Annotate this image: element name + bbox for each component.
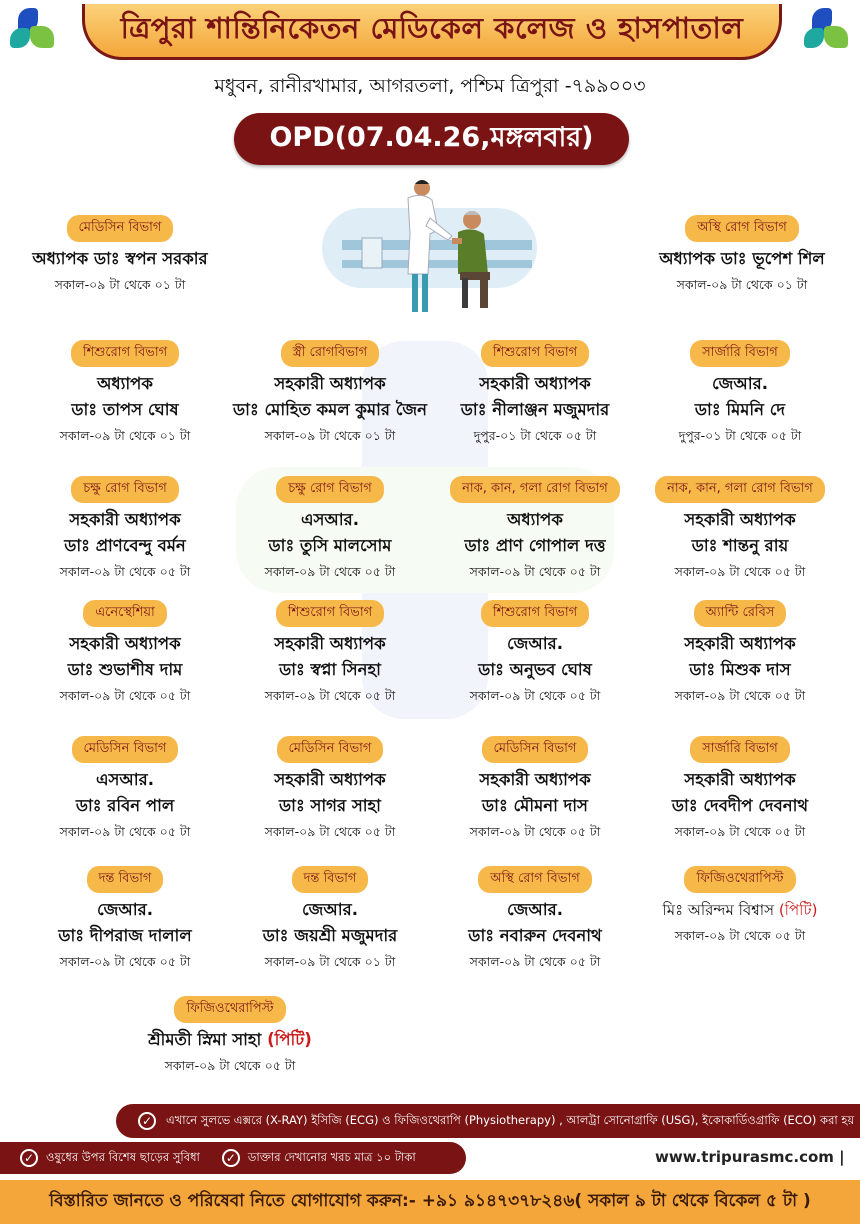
doctor-line: অধ্যাপক ডাঃ স্বপন সরকার bbox=[32, 249, 208, 268]
contact-text: বিস্তারিত জানতে ও পরিষেবা নিতে যোগাযোগ করুন:- +৯১ ৯১৪৭৩৭৮২৪৬( সকাল ৯ টা থেকে বিকেল ৫ টা ) bbox=[49, 1191, 811, 1211]
designation: এসআর. bbox=[300, 510, 360, 529]
services-bar bbox=[116, 1104, 860, 1138]
timing: সকাল-০৯ টা থেকে ০৫ টা bbox=[469, 824, 601, 839]
dept-card bbox=[225, 736, 435, 843]
doctor-name: ডাঃ শুভাশীষ দাম bbox=[67, 660, 183, 679]
designation: এসআর. bbox=[95, 770, 155, 789]
dept-label: দন্ত বিভাগ bbox=[292, 866, 369, 893]
timing: সকাল-০৯ টা থেকে ০৫ টা bbox=[469, 564, 601, 579]
dept-card bbox=[225, 600, 435, 707]
dept-label: চক্ষু রোগ বিভাগ bbox=[71, 476, 178, 503]
dept-card bbox=[635, 340, 845, 447]
dept-card bbox=[430, 736, 640, 843]
dept-label: নাক, কান, গলা রোগ বিভাগ bbox=[655, 476, 825, 503]
dept-label: শিশুরোগ বিভাগ bbox=[481, 600, 589, 627]
logo-left-icon bbox=[10, 8, 56, 54]
timing: সকাল-০৯ টা থেকে ০৫ টা bbox=[674, 928, 806, 943]
designation: সহকারী অধ্যাপক bbox=[479, 374, 591, 393]
dept-card bbox=[635, 736, 845, 843]
doctor-name: ডাঃ শান্তনু রায় bbox=[691, 536, 789, 555]
doctor-name: ডাঃ দীপরাজ দালাল bbox=[58, 926, 192, 945]
doctor-name: ডাঃ রবিন পাল bbox=[75, 796, 175, 815]
designation: সহকারী অধ্যাপক bbox=[69, 634, 181, 653]
timing: দুপুর-০১ টা থেকে ০৫ টা bbox=[678, 428, 802, 443]
timing: সকাল-০৯ টা থেকে ০৫ টা bbox=[59, 688, 191, 703]
dept-card bbox=[430, 340, 640, 447]
doctor-name: ডাঃ মোহিত কমল কুমার জৈন bbox=[233, 400, 427, 419]
designation: অধ্যাপক bbox=[97, 374, 153, 393]
timing: সকাল-০৯ টা থেকে ০৫ টা bbox=[264, 688, 396, 703]
timing: সকাল-০৯ টা থেকে ০৫ টা bbox=[264, 564, 396, 579]
doctor-name: ডাঃ মিমনি দে bbox=[694, 400, 786, 419]
timing: সকাল-০৯ টা থেকে ০১ টা bbox=[54, 277, 186, 292]
dept-card bbox=[225, 476, 435, 583]
dept-card bbox=[225, 866, 435, 973]
designation: সহকারী অধ্যাপক bbox=[274, 374, 386, 393]
pt-suffix: (পিটি) bbox=[267, 1030, 312, 1049]
designation: সহকারী অধ্যাপক bbox=[274, 770, 386, 789]
designation: সহকারী অধ্যাপক bbox=[69, 510, 181, 529]
dept-label: স্ত্রী রোগবিভাগ bbox=[281, 340, 379, 367]
doctor-name: মিঃ অরিন্দম বিশ্বাস bbox=[662, 901, 775, 919]
designation bbox=[635, 897, 845, 923]
dept-card bbox=[20, 736, 230, 843]
dept-label: ফিজিওথেরাপিস্ট bbox=[684, 866, 795, 893]
dept-card bbox=[430, 600, 640, 707]
doctor-name: ডাঃ নীলাঞ্জন মজুমদার bbox=[460, 400, 610, 419]
timing: সকাল-০৯ টা থেকে ০৫ টা bbox=[469, 688, 601, 703]
dept-label: নাক, কান, গলা রোগ বিভাগ bbox=[450, 476, 620, 503]
dept-label: এনেস্থেশিয়া bbox=[83, 600, 167, 627]
dept-card bbox=[430, 866, 640, 973]
doctor-name: ডাঃ স্বপ্না সিনহা bbox=[279, 660, 381, 679]
check-circle-icon: ✓ bbox=[138, 1112, 156, 1130]
doctor-name: ডাঃ তুসি মালসোম bbox=[268, 536, 392, 555]
pt-suffix: (পিটি) bbox=[778, 901, 818, 919]
designation: সহকারী অধ্যাপক bbox=[684, 634, 796, 653]
dept-card bbox=[20, 340, 230, 447]
designation: অধ্যাপক bbox=[507, 510, 563, 529]
dept-label: শিশুরোগ বিভাগ bbox=[481, 340, 589, 367]
address: মধুবন, রানীরখামার, আগরতলা, পশ্চিম ত্রিপুরা -৭৯৯০০৩ bbox=[214, 75, 646, 97]
timing: সকাল-০৯ টা থেকে ০৫ টা bbox=[264, 824, 396, 839]
timing: সকাল-০৯ টা থেকে ০৫ টা bbox=[164, 1058, 296, 1073]
dept-label: মেডিসিন বিভাগ bbox=[277, 736, 384, 763]
dept-label: দন্ত বিভাগ bbox=[87, 866, 164, 893]
opd-badge bbox=[234, 113, 629, 165]
doctor-name: শ্রীমতী স্নিমা সাহা bbox=[148, 1030, 262, 1049]
doctor-line bbox=[125, 1027, 335, 1053]
doctor-name: ডাঃ সাগর সাহা bbox=[279, 796, 381, 815]
designation: সহকারী অধ্যাপক bbox=[684, 510, 796, 529]
timing: সকাল-০৯ টা থেকে ০৫ টা bbox=[674, 564, 806, 579]
designation: জেআর. bbox=[96, 900, 154, 919]
doctor-name: ডাঃ মিশুক দাস bbox=[689, 660, 791, 679]
doctor-name: ডাঃ তাপস ঘোষ bbox=[71, 400, 179, 419]
designation: জেআর. bbox=[506, 634, 564, 653]
timing: সকাল-০৯ টা থেকে ০১ টা bbox=[59, 428, 191, 443]
doctor-name: ডাঃ দেবদীপ দেবনাথ bbox=[671, 796, 809, 815]
logo-right-icon bbox=[804, 8, 850, 54]
dept-card bbox=[20, 600, 230, 707]
designation: জেআর. bbox=[506, 900, 564, 919]
dept-card bbox=[635, 476, 845, 583]
timing: সকাল-০৯ টা থেকে ০৫ টা bbox=[59, 824, 191, 839]
dept-card bbox=[430, 476, 640, 583]
dept-card bbox=[635, 600, 845, 707]
dept-card bbox=[20, 866, 230, 973]
doctor-name: ডাঃ প্রাণ গোপাল দত্ত bbox=[464, 536, 606, 555]
opd-date: OPD(07.04.26,মঙ্গলবার) bbox=[269, 121, 594, 153]
doctor-name: ডাঃ অনুভব ঘোষ bbox=[478, 660, 592, 679]
dept-label: শিশুরোগ বিভাগ bbox=[276, 600, 384, 627]
timing: সকাল-০৯ টা থেকে ০৫ টা bbox=[674, 824, 806, 839]
timing: সকাল-০৯ টা থেকে ০৫ টা bbox=[59, 954, 191, 969]
dept-label: অস্থি রোগ বিভাগ bbox=[685, 215, 799, 242]
dept-card-ortho-top bbox=[637, 215, 847, 296]
doctor-name: ডাঃ প্রাণবেন্দু বর্মন bbox=[64, 536, 186, 555]
website-link[interactable]: www.tripurasmc.com | bbox=[655, 1148, 845, 1166]
dept-card-physio-last bbox=[125, 996, 335, 1077]
check-circle-icon: ✓ bbox=[20, 1149, 38, 1167]
dept-label: সার্জারি বিভাগ bbox=[690, 736, 790, 763]
dept-card bbox=[225, 340, 435, 447]
dept-card bbox=[635, 866, 845, 947]
services-text: এখানে সুলভে এক্সরে (X-RAY) ইসিজি (ECG) ও ফিজিওথেরাপি (Physiotherapy) , আলট্রা সোনোগ্রাফি (USG), ইকোকার্ডিওগ্রাফি (ECO) করা হয় bbox=[166, 1112, 855, 1127]
timing: সকাল-০৯ টা থেকে ০৫ টা bbox=[674, 688, 806, 703]
check-circle-icon: ✓ bbox=[222, 1149, 240, 1167]
dept-label: অ্যান্টি রেবিস bbox=[694, 600, 787, 627]
dept-card bbox=[20, 476, 230, 583]
doctor-line: অধ্যাপক ডাঃ ভূপেশ শিল bbox=[659, 249, 825, 268]
title-banner bbox=[82, 4, 782, 60]
dept-label: মেডিসিন বিভাগ bbox=[482, 736, 589, 763]
facility-bar bbox=[0, 1142, 466, 1174]
designation: জেআর. bbox=[711, 374, 769, 393]
dept-label: মেডিসিন বিভাগ bbox=[72, 736, 179, 763]
timing: সকাল-০৯ টা থেকে ০১ টা bbox=[264, 428, 396, 443]
doctor-name: ডাঃ জয়শ্রী মজুমদার bbox=[262, 926, 398, 945]
dept-label: মেডিসিন বিভাগ bbox=[67, 215, 174, 242]
contact-bar bbox=[0, 1180, 860, 1224]
facility-fee: ডাক্তার দেখানোর খরচ মাত্র ১০ টাকা bbox=[247, 1149, 416, 1164]
doctor-name: ডাঃ মৌমনা দাস bbox=[482, 796, 588, 815]
page-title: ত্রিপুরা শান্তিনিকেতন মেডিকেল কলেজ ও হাসপাতাল bbox=[120, 11, 744, 45]
dept-label: ফিজিওথেরাপিস্ট bbox=[174, 996, 285, 1023]
doctor-patient-illustration bbox=[322, 178, 537, 318]
designation: সহকারী অধ্যাপক bbox=[479, 770, 591, 789]
designation: জেআর. bbox=[301, 900, 359, 919]
timing: সকাল-০৯ টা থেকে ০৫ টা bbox=[59, 564, 191, 579]
dept-label: অস্থি রোগ বিভাগ bbox=[478, 866, 592, 893]
designation: সহকারী অধ্যাপক bbox=[274, 634, 386, 653]
doctor-name: ডাঃ নবারুন দেবনাথ bbox=[468, 926, 602, 945]
timing: সকাল-০৯ টা থেকে ০১ টা bbox=[676, 277, 808, 292]
facility-discount: ওষুধের উপর বিশেষ ছাড়ের সুবিধা bbox=[46, 1149, 200, 1164]
timing: সকাল-০৯ টা থেকে ০৫ টা bbox=[469, 954, 601, 969]
dept-label: শিশুরোগ বিভাগ bbox=[71, 340, 179, 367]
dept-card-medicine-top bbox=[15, 215, 225, 296]
designation: সহকারী অধ্যাপক bbox=[684, 770, 796, 789]
timing: দুপুর-০১ টা থেকে ০৫ টা bbox=[473, 428, 597, 443]
dept-label: সার্জারি বিভাগ bbox=[690, 340, 790, 367]
timing: সকাল-০৯ টা থেকে ০১ টা bbox=[264, 954, 396, 969]
dept-label: চক্ষু রোগ বিভাগ bbox=[276, 476, 383, 503]
